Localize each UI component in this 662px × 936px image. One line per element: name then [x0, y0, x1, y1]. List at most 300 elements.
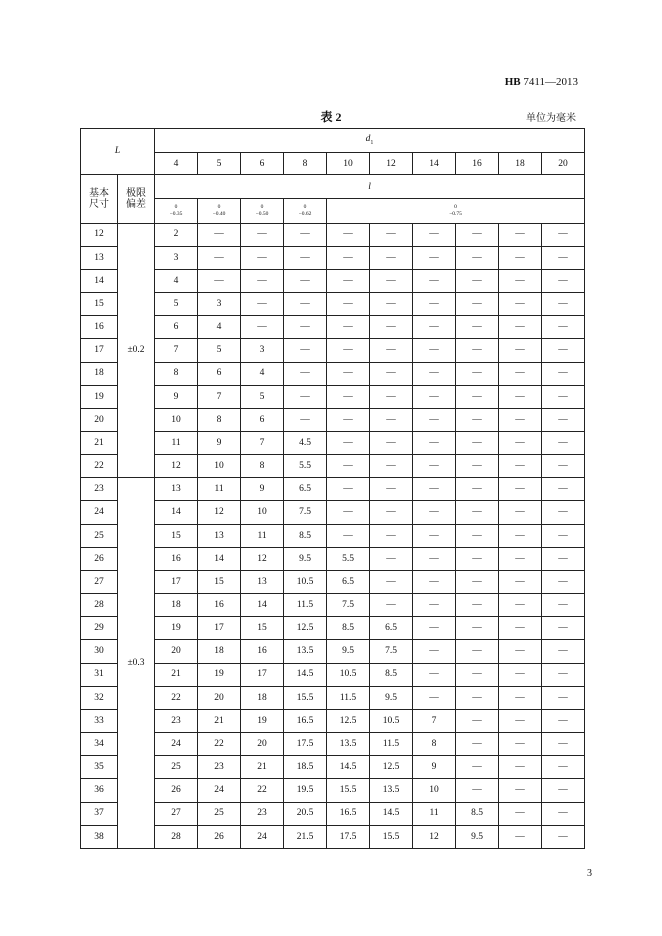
table-cell: —	[456, 316, 499, 339]
table-cell: —	[413, 408, 456, 431]
table-cell: —	[413, 547, 456, 570]
table-cell: 15.5	[370, 825, 413, 848]
table-caption: 表 2	[320, 110, 342, 124]
table-row	[81, 547, 585, 570]
table-cell: —	[542, 802, 585, 825]
table-cell: —	[370, 246, 413, 269]
table-cell: 27	[155, 802, 198, 825]
table-cell: —	[542, 501, 585, 524]
table-cell: 16.5	[327, 802, 370, 825]
basic-size-cell: 18	[81, 362, 118, 385]
table-cell: —	[327, 501, 370, 524]
table-cell: —	[370, 524, 413, 547]
table-cell: —	[499, 594, 542, 617]
table-row	[81, 339, 585, 362]
table-row	[81, 733, 585, 756]
table-cell: 13.5	[370, 779, 413, 802]
table-cell: —	[327, 455, 370, 478]
table-cell: —	[542, 246, 585, 269]
table-cell: —	[499, 408, 542, 431]
d-value-cell: 6	[241, 153, 284, 175]
d-value-cell: 16	[456, 153, 499, 175]
table-cell: —	[284, 339, 327, 362]
table-cell: —	[370, 570, 413, 593]
table-cell: —	[499, 709, 542, 732]
table-cell: 21	[155, 663, 198, 686]
table-cell: 20	[241, 733, 284, 756]
table-cell: 7	[413, 709, 456, 732]
table-row	[81, 455, 585, 478]
table-cell: 5.5	[327, 547, 370, 570]
table-cell: 9.5	[284, 547, 327, 570]
table-cell: —	[456, 293, 499, 316]
table-cell: 8.5	[284, 524, 327, 547]
d-value-cell: 14	[413, 153, 456, 175]
table-cell: 24	[241, 825, 284, 848]
table-row	[81, 825, 585, 848]
table-cell: —	[327, 316, 370, 339]
table-cell: 25	[198, 802, 241, 825]
table-cell: —	[370, 478, 413, 501]
table-row	[81, 640, 585, 663]
table-cell: 10.5	[284, 570, 327, 593]
table-row	[81, 779, 585, 802]
standard-code-number: 7411—2013	[520, 76, 578, 88]
table-cell: 12	[155, 455, 198, 478]
table-cell: —	[499, 478, 542, 501]
basic-size-cell: 29	[81, 617, 118, 640]
table-cell: —	[456, 524, 499, 547]
table-cell: 22	[155, 686, 198, 709]
table-cell: 10.5	[370, 709, 413, 732]
table-cell: —	[284, 246, 327, 269]
table-cell: 21.5	[284, 825, 327, 848]
table-cell: —	[413, 455, 456, 478]
table-cell: —	[327, 408, 370, 431]
table-cell: —	[241, 223, 284, 246]
table-cell: 7	[198, 385, 241, 408]
table-cell: 28	[155, 825, 198, 848]
table-cell: —	[499, 825, 542, 848]
tolerance-cell	[284, 199, 327, 223]
table-cell: —	[413, 501, 456, 524]
table-cell: —	[370, 339, 413, 362]
table-cell: —	[499, 246, 542, 269]
table-cell: 11.5	[370, 733, 413, 756]
table-cell: —	[370, 455, 413, 478]
basic-size-cell: 14	[81, 269, 118, 292]
table-cell: —	[284, 223, 327, 246]
table-cell: —	[542, 594, 585, 617]
table-cell: —	[499, 385, 542, 408]
table-cell: —	[241, 293, 284, 316]
table-cell: —	[327, 293, 370, 316]
basic-size-cell: 17	[81, 339, 118, 362]
table-cell: —	[499, 432, 542, 455]
limit-deviation-cell: ±0.2	[118, 223, 155, 478]
table-cell: 10	[155, 408, 198, 431]
dimension-table	[80, 128, 585, 849]
table-cell: —	[499, 733, 542, 756]
basic-size-cell: 28	[81, 594, 118, 617]
table-cell: 4.5	[284, 432, 327, 455]
table-cell: 22	[198, 733, 241, 756]
table-cell: 18.5	[284, 756, 327, 779]
table-cell: 20	[155, 640, 198, 663]
table-cell: —	[370, 432, 413, 455]
table-cell: —	[499, 455, 542, 478]
table-cell: —	[370, 293, 413, 316]
basic-size-cell: 33	[81, 709, 118, 732]
table-cell: 26	[155, 779, 198, 802]
table-cell: —	[542, 547, 585, 570]
basic-size-cell: 31	[81, 663, 118, 686]
basic-size-cell: 21	[81, 432, 118, 455]
table-cell: —	[327, 246, 370, 269]
table-cell: —	[413, 293, 456, 316]
standard-code-prefix: HB	[504, 76, 521, 88]
table-cell: —	[542, 825, 585, 848]
table-cell: 18	[198, 640, 241, 663]
table-cell: —	[413, 594, 456, 617]
table-cell: 9	[198, 432, 241, 455]
table-row	[81, 570, 585, 593]
table-cell: 19	[241, 709, 284, 732]
table-cell: —	[413, 385, 456, 408]
d-value-cell: 5	[198, 153, 241, 175]
table-cell: —	[284, 408, 327, 431]
table-cell: 15.5	[327, 779, 370, 802]
table-cell: 9	[155, 385, 198, 408]
table-cell: —	[499, 339, 542, 362]
table-cell: 13	[198, 524, 241, 547]
table-cell: 7	[241, 432, 284, 455]
table-cell: —	[499, 223, 542, 246]
table-cell: 15	[198, 570, 241, 593]
table-cell: 8.5	[327, 617, 370, 640]
table-cell: —	[542, 385, 585, 408]
table-cell: —	[413, 663, 456, 686]
table-cell: —	[456, 223, 499, 246]
table-cell: —	[327, 362, 370, 385]
tolerance-cell	[327, 199, 585, 223]
table-cell: 13	[241, 570, 284, 593]
basic-size-cell: 19	[81, 385, 118, 408]
table-cell: 12	[413, 825, 456, 848]
basic-size-cell: 22	[81, 455, 118, 478]
table-cell: —	[327, 432, 370, 455]
table-cell: 21	[198, 709, 241, 732]
table-cell: —	[542, 617, 585, 640]
table-cell: —	[542, 640, 585, 663]
table-cell: —	[198, 223, 241, 246]
table-cell: 6.5	[370, 617, 413, 640]
table-cell: 24	[198, 779, 241, 802]
table-cell: —	[241, 269, 284, 292]
table-cell: —	[413, 686, 456, 709]
table-cell: 16.5	[284, 709, 327, 732]
table-cell: 10	[198, 455, 241, 478]
table-cell: —	[542, 686, 585, 709]
header-d1-subscript: 1	[370, 140, 374, 147]
table-cell: 26	[198, 825, 241, 848]
table-cell: —	[456, 640, 499, 663]
table-cell: —	[542, 663, 585, 686]
table-cell: —	[499, 362, 542, 385]
basic-size-cell: 38	[81, 825, 118, 848]
basic-size-cell: 20	[81, 408, 118, 431]
tolerance-cell	[241, 199, 284, 223]
table-cell: —	[456, 455, 499, 478]
table-cell: 19	[198, 663, 241, 686]
tolerance-upper: 0	[454, 204, 457, 211]
table-cell: 11.5	[327, 686, 370, 709]
table-cell: —	[499, 617, 542, 640]
table-row	[81, 756, 585, 779]
table-row	[81, 594, 585, 617]
table-cell: 9.5	[327, 640, 370, 663]
table-cell: —	[370, 547, 413, 570]
table-cell: 20.5	[284, 802, 327, 825]
table-cell: —	[284, 293, 327, 316]
tolerance-cell	[155, 199, 198, 223]
table-cell: —	[370, 269, 413, 292]
table-cell: 23	[198, 756, 241, 779]
table-cell: 3	[241, 339, 284, 362]
table-row	[81, 293, 585, 316]
table-cell: —	[198, 269, 241, 292]
table-cell: —	[241, 246, 284, 269]
table-cell: —	[413, 640, 456, 663]
table-cell: —	[456, 362, 499, 385]
table-cell: —	[413, 478, 456, 501]
table-cell: —	[499, 802, 542, 825]
table-cell: —	[413, 432, 456, 455]
table-cell: —	[413, 362, 456, 385]
basic-size-cell: 34	[81, 733, 118, 756]
table-cell: —	[542, 339, 585, 362]
table-cell: —	[499, 779, 542, 802]
table-row	[81, 246, 585, 269]
table-cell: 20	[198, 686, 241, 709]
table-cell: 6	[198, 362, 241, 385]
tolerance-lower: −0.50	[255, 210, 269, 217]
table-cell: —	[456, 246, 499, 269]
table-cell: —	[456, 733, 499, 756]
table-row	[81, 432, 585, 455]
table-cell: 5	[155, 293, 198, 316]
basic-size-cell: 24	[81, 501, 118, 524]
table-cell: —	[542, 478, 585, 501]
table-cell: —	[456, 594, 499, 617]
table-row	[81, 686, 585, 709]
table-cell: 13.5	[284, 640, 327, 663]
table-cell: —	[499, 640, 542, 663]
table-cell: 8.5	[456, 802, 499, 825]
table-cell: 2	[155, 223, 198, 246]
table-cell: 7.5	[370, 640, 413, 663]
table-cell: 23	[241, 802, 284, 825]
table-cell: —	[499, 501, 542, 524]
table-cell: 4	[241, 362, 284, 385]
table-cell: —	[456, 779, 499, 802]
table-cell: —	[456, 617, 499, 640]
table-cell: —	[542, 709, 585, 732]
table-cell: 17	[241, 663, 284, 686]
table-cell: —	[542, 733, 585, 756]
table-cell: —	[456, 478, 499, 501]
table-cell: —	[456, 269, 499, 292]
table-cell: —	[456, 501, 499, 524]
table-cell: 16	[241, 640, 284, 663]
table-cell: 14.5	[327, 756, 370, 779]
table-cell: —	[370, 223, 413, 246]
table-cell: 17.5	[284, 733, 327, 756]
table-cell: 10	[241, 501, 284, 524]
table-cell: —	[370, 316, 413, 339]
d-value-cell: 4	[155, 153, 198, 175]
table-cell: 10.5	[327, 663, 370, 686]
table-cell: 8	[198, 408, 241, 431]
table-cell: 23	[155, 709, 198, 732]
table-cell: 6.5	[327, 570, 370, 593]
table-cell: 19.5	[284, 779, 327, 802]
table-cell: —	[413, 524, 456, 547]
table-cell: —	[370, 594, 413, 617]
table-cell: 12.5	[370, 756, 413, 779]
table-cell: —	[542, 570, 585, 593]
table-cell: 11	[413, 802, 456, 825]
table-cell: —	[327, 385, 370, 408]
table-cell: —	[542, 293, 585, 316]
basic-size-cell: 12	[81, 223, 118, 246]
table-cell: —	[542, 779, 585, 802]
table-cell: 18	[241, 686, 284, 709]
table-cell: —	[542, 362, 585, 385]
table-cell: 14.5	[370, 802, 413, 825]
table-cell: —	[413, 246, 456, 269]
table-cell: 13.5	[327, 733, 370, 756]
table-cell: —	[456, 385, 499, 408]
limit-deviation-cell: ±0.3	[118, 478, 155, 849]
table-row	[81, 524, 585, 547]
table-cell: —	[542, 408, 585, 431]
table-cell: 11	[155, 432, 198, 455]
table-cell: 12	[241, 547, 284, 570]
table-cell: 7.5	[327, 594, 370, 617]
table-cell: 10	[413, 779, 456, 802]
table-cell: 5	[198, 339, 241, 362]
table-row	[81, 802, 585, 825]
table-cell: 8	[413, 733, 456, 756]
header-limit-deviation: 极限 偏差	[118, 175, 155, 223]
table-cell: 7.5	[284, 501, 327, 524]
table-cell: 3	[155, 246, 198, 269]
table-cell: 14.5	[284, 663, 327, 686]
table-cell: —	[284, 316, 327, 339]
table-cell: —	[542, 756, 585, 779]
table-cell: —	[456, 339, 499, 362]
unit-label: 单位为毫米	[526, 113, 576, 124]
table-cell: —	[542, 316, 585, 339]
table-cell: —	[499, 663, 542, 686]
table-row	[81, 663, 585, 686]
table-cell: —	[241, 316, 284, 339]
table-row	[81, 709, 585, 732]
table-cell: —	[413, 269, 456, 292]
table-cell: —	[284, 362, 327, 385]
table-row	[81, 223, 585, 246]
table-cell: —	[413, 316, 456, 339]
table-cell: 14	[241, 594, 284, 617]
tolerance-upper: 0	[260, 204, 264, 211]
table-cell: —	[456, 709, 499, 732]
table-cell: 8.5	[370, 663, 413, 686]
table-cell: —	[542, 455, 585, 478]
table-cell: —	[370, 362, 413, 385]
standard-code	[505, 76, 578, 88]
table-cell: 11	[241, 524, 284, 547]
table-cell: —	[456, 432, 499, 455]
table-cell: 9.5	[456, 825, 499, 848]
table-cell: 18	[155, 594, 198, 617]
table-cell: 12.5	[327, 709, 370, 732]
table-cell: —	[499, 293, 542, 316]
header-d1-symbol: d	[365, 134, 371, 145]
table-cell: 15	[241, 617, 284, 640]
page-number: 3	[587, 868, 592, 879]
table-cell: 19	[155, 617, 198, 640]
table-cell: —	[327, 478, 370, 501]
table-cell: 11.5	[284, 594, 327, 617]
table-cell: 8	[241, 455, 284, 478]
tolerance-cell	[198, 199, 241, 223]
tolerance-upper: 0	[217, 204, 221, 211]
table-cell: —	[413, 339, 456, 362]
table-cell: —	[499, 316, 542, 339]
table-cell: 12.5	[284, 617, 327, 640]
basic-size-cell: 13	[81, 246, 118, 269]
table-cell: 16	[198, 594, 241, 617]
table-cell: —	[542, 524, 585, 547]
table-cell: 12	[198, 501, 241, 524]
table-cell: —	[499, 570, 542, 593]
table-cell: —	[456, 570, 499, 593]
table-cell: —	[456, 663, 499, 686]
table-cell: 25	[155, 756, 198, 779]
table-cell: 24	[155, 733, 198, 756]
basic-size-cell: 27	[81, 570, 118, 593]
table-cell: 14	[155, 501, 198, 524]
header-basic-size: 基本 尺寸	[81, 175, 118, 223]
table-cell: 15.5	[284, 686, 327, 709]
table-cell: 13	[155, 478, 198, 501]
table-cell: 4	[198, 316, 241, 339]
table-cell: 6.5	[284, 478, 327, 501]
d-value-cell: 18	[499, 153, 542, 175]
table-cell: 9	[413, 756, 456, 779]
table-cell: 17	[155, 570, 198, 593]
table-cell: —	[499, 756, 542, 779]
d-value-cell: 12	[370, 153, 413, 175]
header-L: L	[81, 129, 155, 175]
table-row	[81, 316, 585, 339]
basic-size-cell: 30	[81, 640, 118, 663]
table-cell: 4	[155, 269, 198, 292]
table-cell: —	[370, 408, 413, 431]
table-cell: —	[542, 223, 585, 246]
basic-size-cell: 26	[81, 547, 118, 570]
